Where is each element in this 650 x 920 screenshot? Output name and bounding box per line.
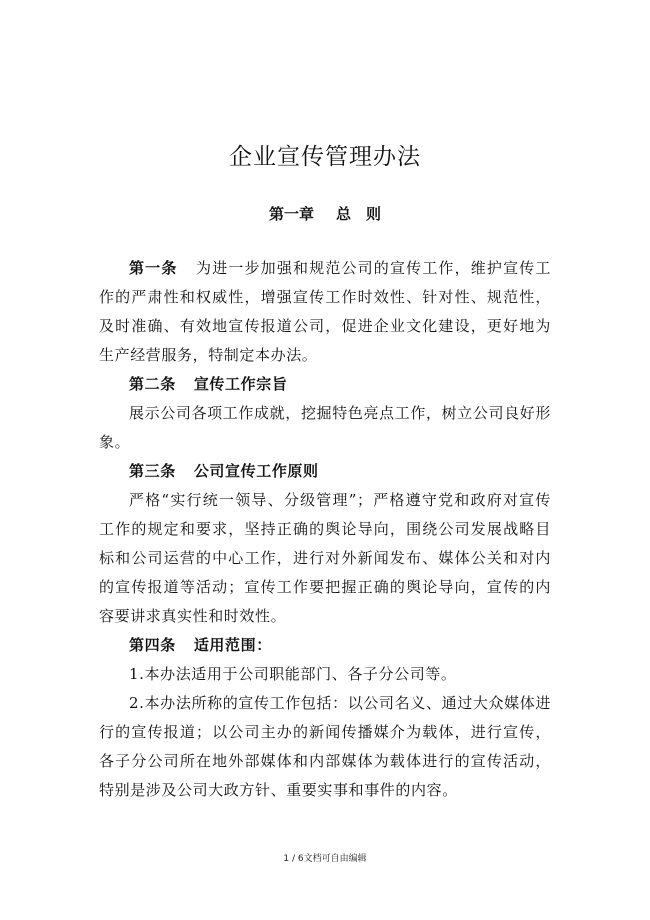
chapter-number: 第一章 — [268, 205, 314, 223]
chapter-name: 总 则 — [336, 205, 382, 223]
article-3-heading: 公司宣传工作原则 — [193, 462, 319, 480]
article-2-label: 第二条 — [129, 375, 176, 393]
article-4-item-2: 2.本办法所称的宣传工作包括：以公司名义、通过大众媒体进行的宣传报道；以公司主办的新闻传播媒介为载体，进行宣传，各子分公司所在地外部媒体和内部媒体为载体进行的宣传活动，特别是涉及公司大政方针、重要实事和事件的内容。 — [99, 694, 551, 799]
article-2-text: 展示公司各项工作成就，挖掘特色亮点工作，树立公司良好形象。 — [99, 404, 551, 451]
article-2-heading-line — [99, 370, 551, 399]
article-1-text: 为进一步加强和规范公司的宣传工作，维护宣传工作的严肃性和权威性，增强宣传工作时效性、针对性、规范性，及时准确、有效地宣传报道公司，促进企业文化建设，更好地为生产经营服务，特制定本办法。 — [99, 259, 551, 364]
article-4-label: 第四条 — [129, 636, 176, 654]
article-2-heading: 宣传工作宗旨 — [193, 375, 288, 393]
article-3-text: 严格“实行统一领导、分级管理”；严格遵守党和政府对宣传工作的规定和要求，坚持正确的舆论导向，围绕公司发展战略目标和公司运营的中心工作，进行对外新闻发布、媒体公关和对内的宣传报道等活动；宣传工作要把握正确的舆论导向，宣传的内容要讲求真实性和时效性。 — [99, 491, 551, 625]
article-4-heading-line — [99, 631, 551, 660]
article-1 — [99, 254, 551, 370]
chapter-heading — [0, 203, 650, 224]
document-body — [99, 254, 551, 805]
page-footer: 1 / 6文档可自由编辑 — [283, 854, 367, 864]
article-4-heading: 适用范围： — [193, 636, 272, 654]
document-title: 企业宣传管理办法 — [229, 144, 421, 170]
article-3-label: 第三条 — [129, 462, 176, 480]
article-1-label: 第一条 — [129, 259, 178, 277]
article-3-heading-line — [99, 457, 551, 486]
article-4-item-1: 1.本办法适用于公司职能部门、各子分公司等。 — [129, 665, 457, 683]
